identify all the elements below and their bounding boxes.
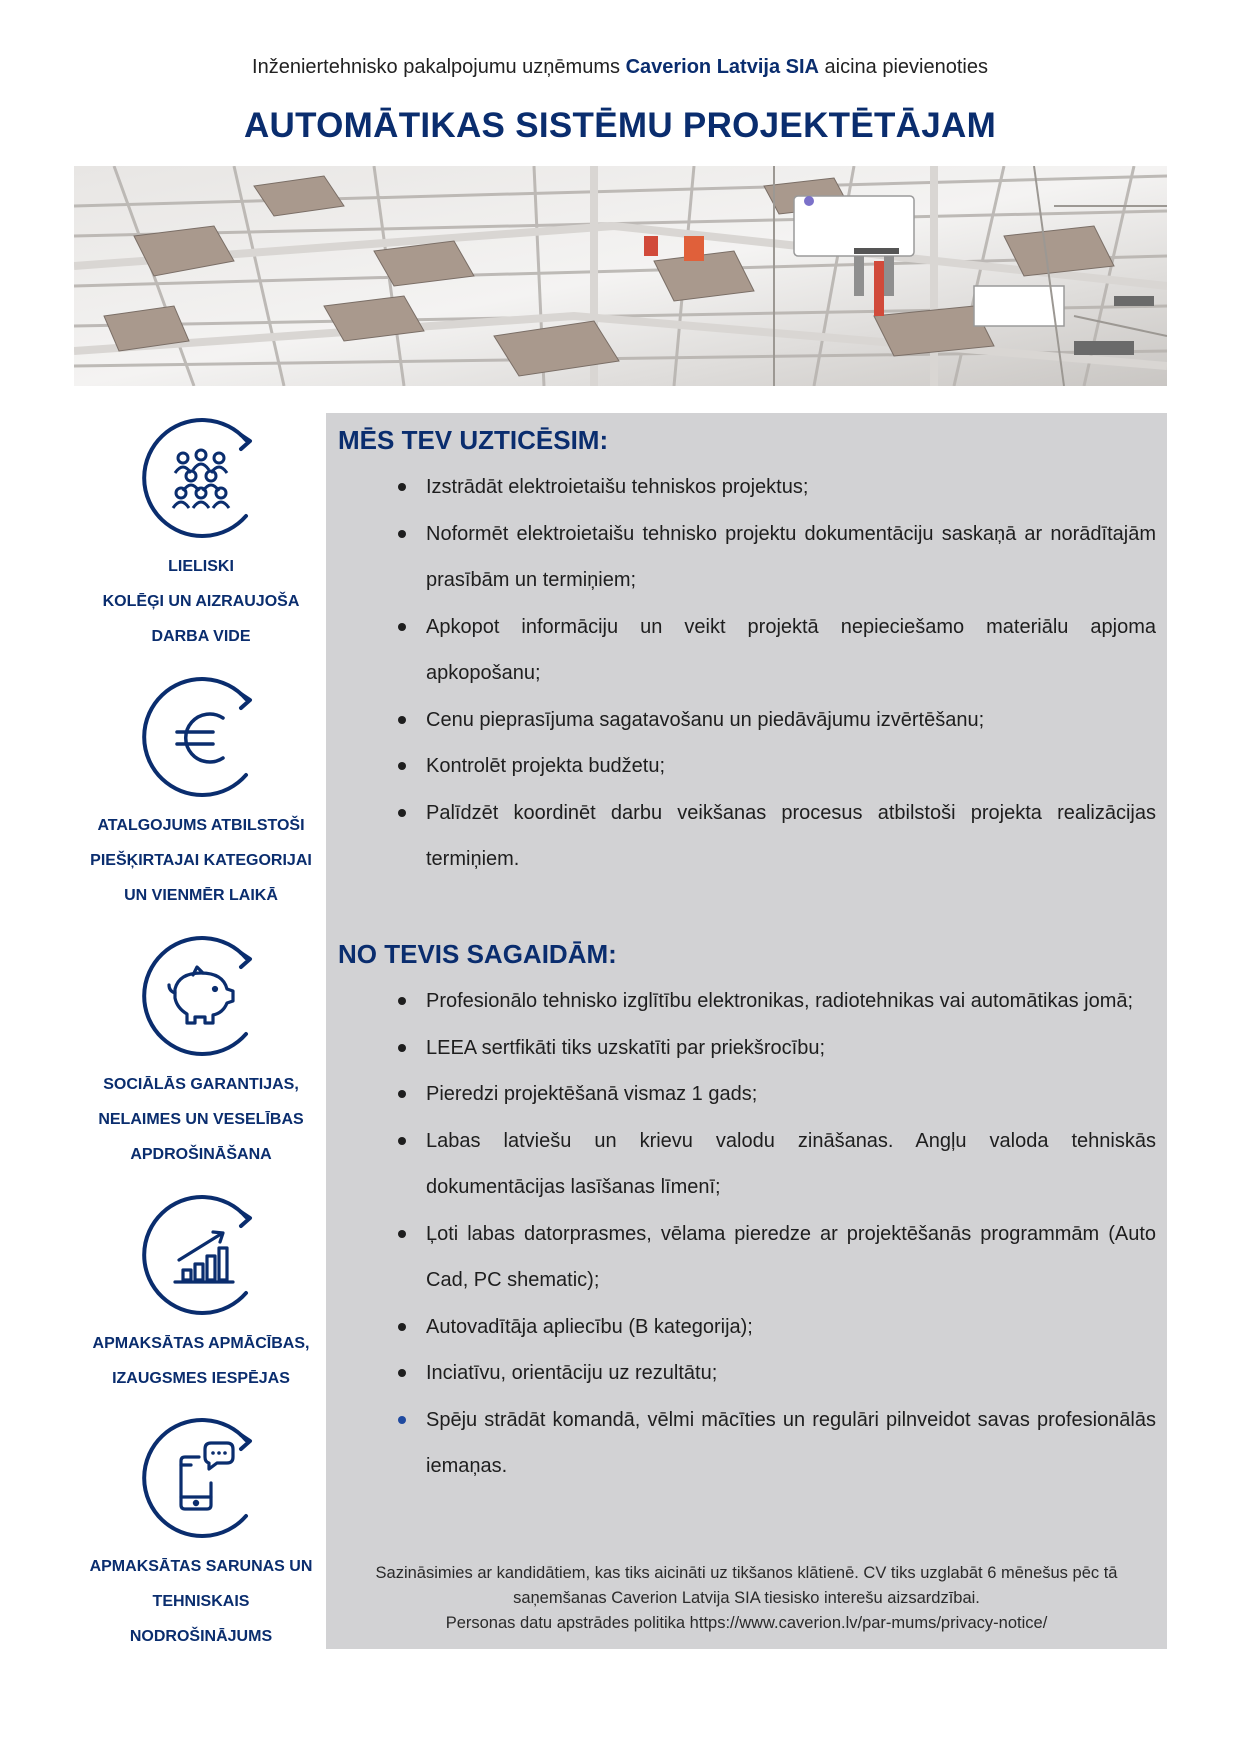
phone-chat-icon <box>131 1413 271 1543</box>
benefit-communication <box>74 1413 328 1654</box>
duties-title: MĒS TEV UZTICĒSIM: <box>338 425 609 455</box>
banner-image <box>74 166 1167 386</box>
list-item: Pieredzi projektēšanā vismaz 1 gads; <box>326 1071 1156 1118</box>
page-title: AUTOMĀTIKAS SISTĒMU PROJEKTĒTĀJAM <box>243 106 997 145</box>
list-item: Noformēt elektroietaišu tehnisko projektu dokumentāciju saskaņā ar norādītajām prasībām un termiņiem; <box>326 511 1156 604</box>
benefit-colleagues <box>74 413 328 654</box>
benefit-training <box>74 1190 328 1396</box>
list-item: Palīdzēt koordinēt darbu veikšanas procesus atbilstoši projekta realizācijas termiņiem. <box>326 790 1156 883</box>
intro-line: Inženiertehnisko pakalpojumu uzņēmums Caverion Latvija SIA aicina pievienoties <box>252 56 988 78</box>
requirements-list <box>326 978 1156 1490</box>
content-panel <box>326 413 1167 1649</box>
benefit-insurance <box>74 931 328 1172</box>
requirements-title: NO TEVIS SAGAIDĀM: <box>338 939 617 969</box>
list-item: Spēju strādāt komandā, vēlmi mācīties un regulāri pilnveidot savas profesionālās iemaņas. <box>326 1397 1156 1490</box>
list-item: Autovadītāja apliecību (B kategorija); <box>326 1304 1156 1351</box>
list-item: Profesionālo tehnisko izglītību elektronikas, radiotehnikas vai automātikas jomā; <box>326 978 1156 1025</box>
list-item: Izstrādāt elektroietaišu tehniskos projektus; <box>326 464 1156 511</box>
benefit-label: APMAKSĀTAS SARUNAS UN TEHNISKAIS NODROŠINĀJUMS <box>89 1558 313 1645</box>
duties-list <box>326 464 1156 883</box>
privacy-policy-text: Personas datu apstrādes politika https://www.caverion.lv/par-mums/privacy-notice/ <box>445 1614 1048 1632</box>
benefit-label: SOCIĀLĀS GARANTIJAS, NELAIMES UN VESELĪBAS APDROŠINĀŠANA <box>98 1076 304 1163</box>
list-item: Inciatīvu, orientāciju uz rezultātu; <box>326 1350 1156 1397</box>
benefit-salary <box>74 672 328 913</box>
piggy-bank-icon <box>131 931 271 1061</box>
privacy-note: Sazināsimies ar kandidātiem, kas tiks aicināti uz tikšanos klātienē. CV tiks uzglabāt 6 mēnešus pēc tā saņemšanas Caverion Latvija SIA tiesisko interešu aizsardzībai. Personas datu apstrādes politika https://www.caverion.lv/par-mums/privacy-notice/ <box>326 1561 1167 1636</box>
benefit-label: APMAKSĀTAS APMĀCĪBAS, IZAUGSMES IESPĒJAS <box>92 1335 310 1387</box>
benefit-label: ATALGOJUMS ATBILSTOŠI PIEŠĶIRTAJAI KATEGORIJAI UN VIENMĒR LAIKĀ <box>90 817 312 904</box>
list-item: Ļoti labas datorprasmes, vēlama pieredze ar projektēšanās programmām (Auto Cad, PC shematic); <box>326 1211 1156 1304</box>
people-group-icon <box>131 413 271 543</box>
company-name: Caverion Latvija SIA <box>625 56 819 78</box>
list-item: Apkopot informāciju un veikt projektā nepieciešamo materiālu apjoma apkopošanu; <box>326 604 1156 697</box>
list-item: Kontrolēt projekta budžetu; <box>326 743 1156 790</box>
list-item: Cenu pieprasījuma sagatavošanu un piedāvājumu izvērtēšanu; <box>326 697 1156 744</box>
euro-icon <box>131 672 271 802</box>
list-item: Labas latviešu un krievu valodu zināšanas. Angļu valoda tehniskās dokumentācijas lasīšanas līmenī; <box>326 1118 1156 1211</box>
benefit-label: LIELISKI KOLĒĢI UN AIZRAUJOŠA DARBA VIDE <box>102 558 300 645</box>
list-item: LEEA sertfikāti tiks uzskatīti par priekšrocību; <box>326 1025 1156 1072</box>
growth-chart-icon <box>131 1190 271 1320</box>
